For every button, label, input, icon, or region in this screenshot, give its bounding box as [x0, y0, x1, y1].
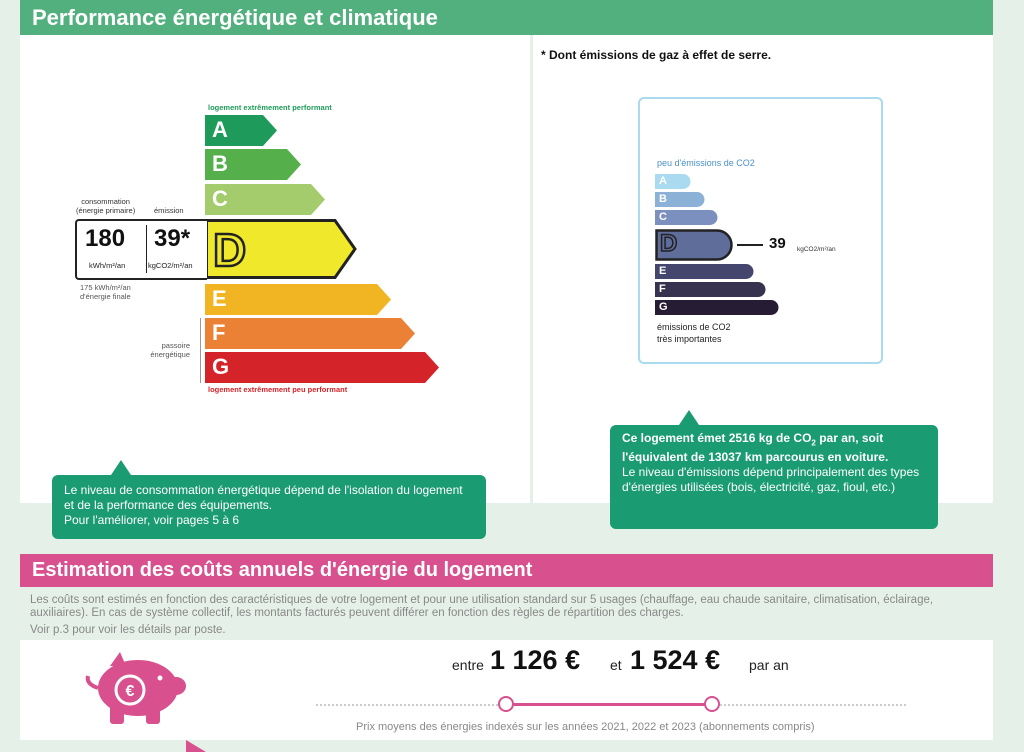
- ges-letter: G: [659, 301, 668, 313]
- range-marker-low: [498, 696, 514, 712]
- ges-letter: E: [659, 265, 667, 277]
- dpe-bar-d: [205, 219, 357, 279]
- cost-per-year: par an: [749, 657, 789, 673]
- final-energy: 175 kWh/m²/an d'énergie finale: [80, 283, 131, 301]
- piggy-bank-icon: [80, 648, 190, 728]
- ges-pointer-line: [737, 244, 763, 246]
- passoire-bracket: [195, 318, 201, 383]
- ges-letter: B: [659, 193, 667, 205]
- passoire-label: passoire énergétique: [150, 341, 190, 359]
- ges-bar-d: [655, 229, 735, 261]
- dpe-bar-a: [205, 115, 277, 146]
- range-marker-high: [704, 696, 720, 712]
- cost-low: 1 126 €: [490, 645, 581, 675]
- dpe-bar-f: [205, 318, 415, 349]
- bubble-left: [52, 475, 486, 539]
- bubble-left-pointer: [111, 460, 131, 475]
- ges-bar-c: [655, 210, 718, 225]
- svg-text:€: €: [125, 683, 135, 700]
- consumption-unit: kWh/m²/an: [89, 261, 126, 270]
- box-divider: [146, 225, 147, 273]
- dpe-letter: G: [212, 354, 230, 379]
- dpe-letter: E: [212, 286, 227, 311]
- bubble-right-line1: [622, 431, 926, 450]
- ges-letter: F: [659, 283, 666, 295]
- section-title: Performance énergétique et climatique: [32, 5, 438, 30]
- dpe-top-label: logement extrêmement performant: [208, 103, 332, 112]
- ges-unit: kgCO2/m²/an: [797, 246, 836, 253]
- price-note: Prix moyens des énergies indexés sur les années 2021, 2022 et 2023 (abonnements compris): [356, 721, 815, 733]
- dpe-bar-b: [205, 149, 301, 180]
- dpe-bar-e: [205, 284, 391, 315]
- cost-and: et: [610, 657, 622, 673]
- ges-letter-current: D: [660, 230, 678, 257]
- dpe-letter: C: [212, 186, 228, 211]
- ges-top-label: peu d'émissions de CO2: [657, 158, 755, 168]
- emission-unit: kgCO2/m²/an: [148, 261, 193, 270]
- emission-value: 39*: [154, 225, 191, 252]
- range-line: [506, 703, 712, 706]
- cost-between: entre: [452, 657, 484, 673]
- dpe-bottom-label: logement extrêmement peu performant: [208, 385, 348, 394]
- co2-sub: 2: [811, 438, 816, 448]
- costs-description: Les coûts sont estimés en fonction des caractéristiques de votre logement et pour une utilisation standard sur 5 usages (chauffage, eau chaude sanitaire, climatisation, éclairage, auxiliaires). En cas de système collectif, les montants facturés peuvent différer en fonction des règles de répartition des charges.: [30, 594, 934, 619]
- dpe-bar-g: [205, 352, 439, 383]
- ges-bar-b: [655, 192, 705, 207]
- bubble-right-line2: l'équivalent de 13037 km parcourus en voiture.: [622, 450, 889, 465]
- bubble-left-text: Le niveau de consommation énergétique dépend de l'isolation du logement et de la performance des équipements. Pour l'améliorer, voir pages 5 à 6: [64, 483, 463, 527]
- costs-see-page: Voir p.3 pour voir les détails par poste.: [30, 624, 226, 636]
- consumption-title: consommation (énergie primaire): [76, 197, 136, 215]
- ges-bar-a: [655, 174, 691, 189]
- ges-bar-e: [655, 264, 754, 279]
- co2-text-end: par an, soit: [815, 431, 884, 445]
- co2-text: Ce logement émet 2516 kg de CO: [622, 431, 812, 445]
- dpe-letter: A: [212, 117, 228, 142]
- ges-bottom-label: émissions de CO2 très importantes: [657, 322, 731, 344]
- dpe-letter-current: D: [213, 224, 247, 276]
- section-header-performance: [20, 0, 993, 35]
- ges-letter: C: [659, 211, 667, 223]
- dpe-bar-c: [205, 184, 325, 215]
- bubble-right-line3: Le niveau d'émissions dépend principalement des types d'énergies utilisées (bois, électricité, gaz, fioul, etc.): [622, 465, 920, 495]
- consumption-value: 180: [85, 225, 126, 252]
- next-arrow-icon: [186, 740, 206, 752]
- section-header-costs: [20, 554, 993, 587]
- ges-letter: A: [659, 175, 667, 187]
- ges-value: 39: [769, 235, 786, 252]
- cost-range: [452, 645, 812, 677]
- cost-high: 1 524 €: [630, 645, 721, 675]
- dpe-letter: B: [212, 151, 228, 176]
- ges-footnote: * Dont émissions de gaz à effet de serre.: [541, 48, 772, 62]
- bubble-right-pointer: [679, 410, 699, 425]
- bubble-right: [610, 425, 938, 529]
- ges-bar-f: [655, 282, 766, 297]
- emission-title: émission: [154, 206, 184, 215]
- ges-bar-g: [655, 300, 779, 315]
- consumption-box: [75, 219, 207, 280]
- section-title: Estimation des coûts annuels d'énergie du logement: [32, 559, 533, 581]
- dpe-letter: F: [212, 320, 226, 345]
